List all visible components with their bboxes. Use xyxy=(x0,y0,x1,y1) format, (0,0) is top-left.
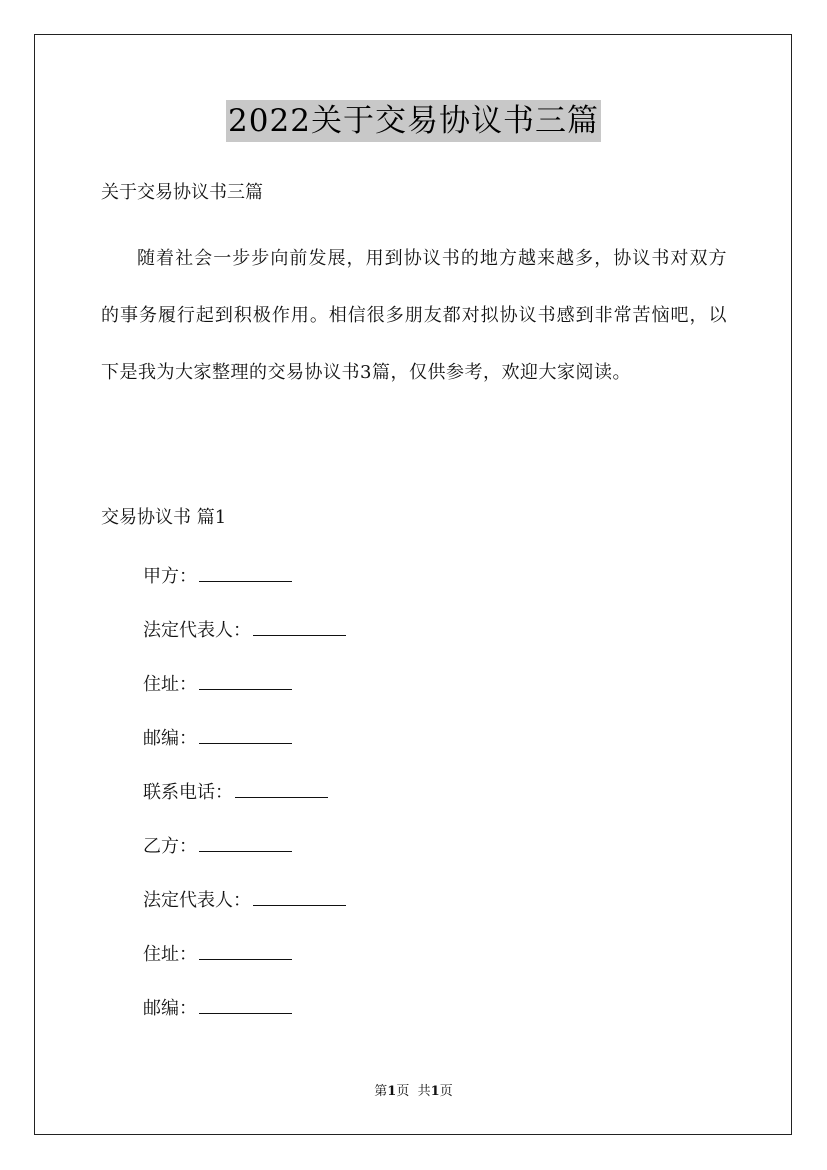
blank-line xyxy=(199,941,292,960)
field-label: 乙方： xyxy=(143,836,197,857)
blank-line xyxy=(199,995,292,1014)
document-title: 2022关于交易协议书三篇 xyxy=(226,100,601,142)
footer-total-prefix: 共 xyxy=(417,1084,431,1099)
field-legal-rep-a xyxy=(143,617,346,644)
footer-total-suffix: 页 xyxy=(439,1084,453,1099)
blank-line xyxy=(253,887,346,906)
blank-line xyxy=(199,725,292,744)
title-container xyxy=(0,100,827,142)
document-subtitle: 关于交易协议书三篇 xyxy=(101,182,263,203)
field-postcode-b xyxy=(143,995,292,1022)
footer-page-suffix: 页 xyxy=(396,1084,410,1099)
field-party-b xyxy=(143,833,292,860)
footer-page-prefix: 第 xyxy=(374,1084,388,1099)
field-label: 法定代表人： xyxy=(143,620,251,641)
section-heading: 交易协议书 篇1 xyxy=(101,507,227,528)
footer-total-number: 1 xyxy=(430,1084,440,1099)
field-legal-rep-b xyxy=(143,887,346,914)
field-party-a xyxy=(143,563,292,590)
blank-line xyxy=(253,617,346,636)
field-label: 邮编： xyxy=(143,728,197,749)
page-footer xyxy=(0,1083,827,1101)
field-label: 法定代表人： xyxy=(143,890,251,911)
blank-line xyxy=(235,779,328,798)
field-label: 甲方： xyxy=(143,566,197,587)
intro-paragraph: 随着社会一步步向前发展，用到协议书的地方越来越多，协议书对双方的事务履行起到积极作用。相信很多朋友都对拟协议书感到非常苦恼吧，以下是我为大家整理的交易协议书3篇，仅供参考，欢迎大家阅读。 xyxy=(101,248,727,383)
footer-page-number: 1 xyxy=(387,1084,397,1099)
field-label: 住址： xyxy=(143,674,197,695)
blank-line xyxy=(199,563,292,582)
field-postcode-a xyxy=(143,725,292,752)
field-label: 住址： xyxy=(143,944,197,965)
field-label: 联系电话： xyxy=(143,782,233,803)
field-label: 邮编： xyxy=(143,998,197,1019)
blank-line xyxy=(199,833,292,852)
field-address-b xyxy=(143,941,292,968)
field-phone-a xyxy=(143,779,328,806)
blank-line xyxy=(199,671,292,690)
field-address-a xyxy=(143,671,292,698)
